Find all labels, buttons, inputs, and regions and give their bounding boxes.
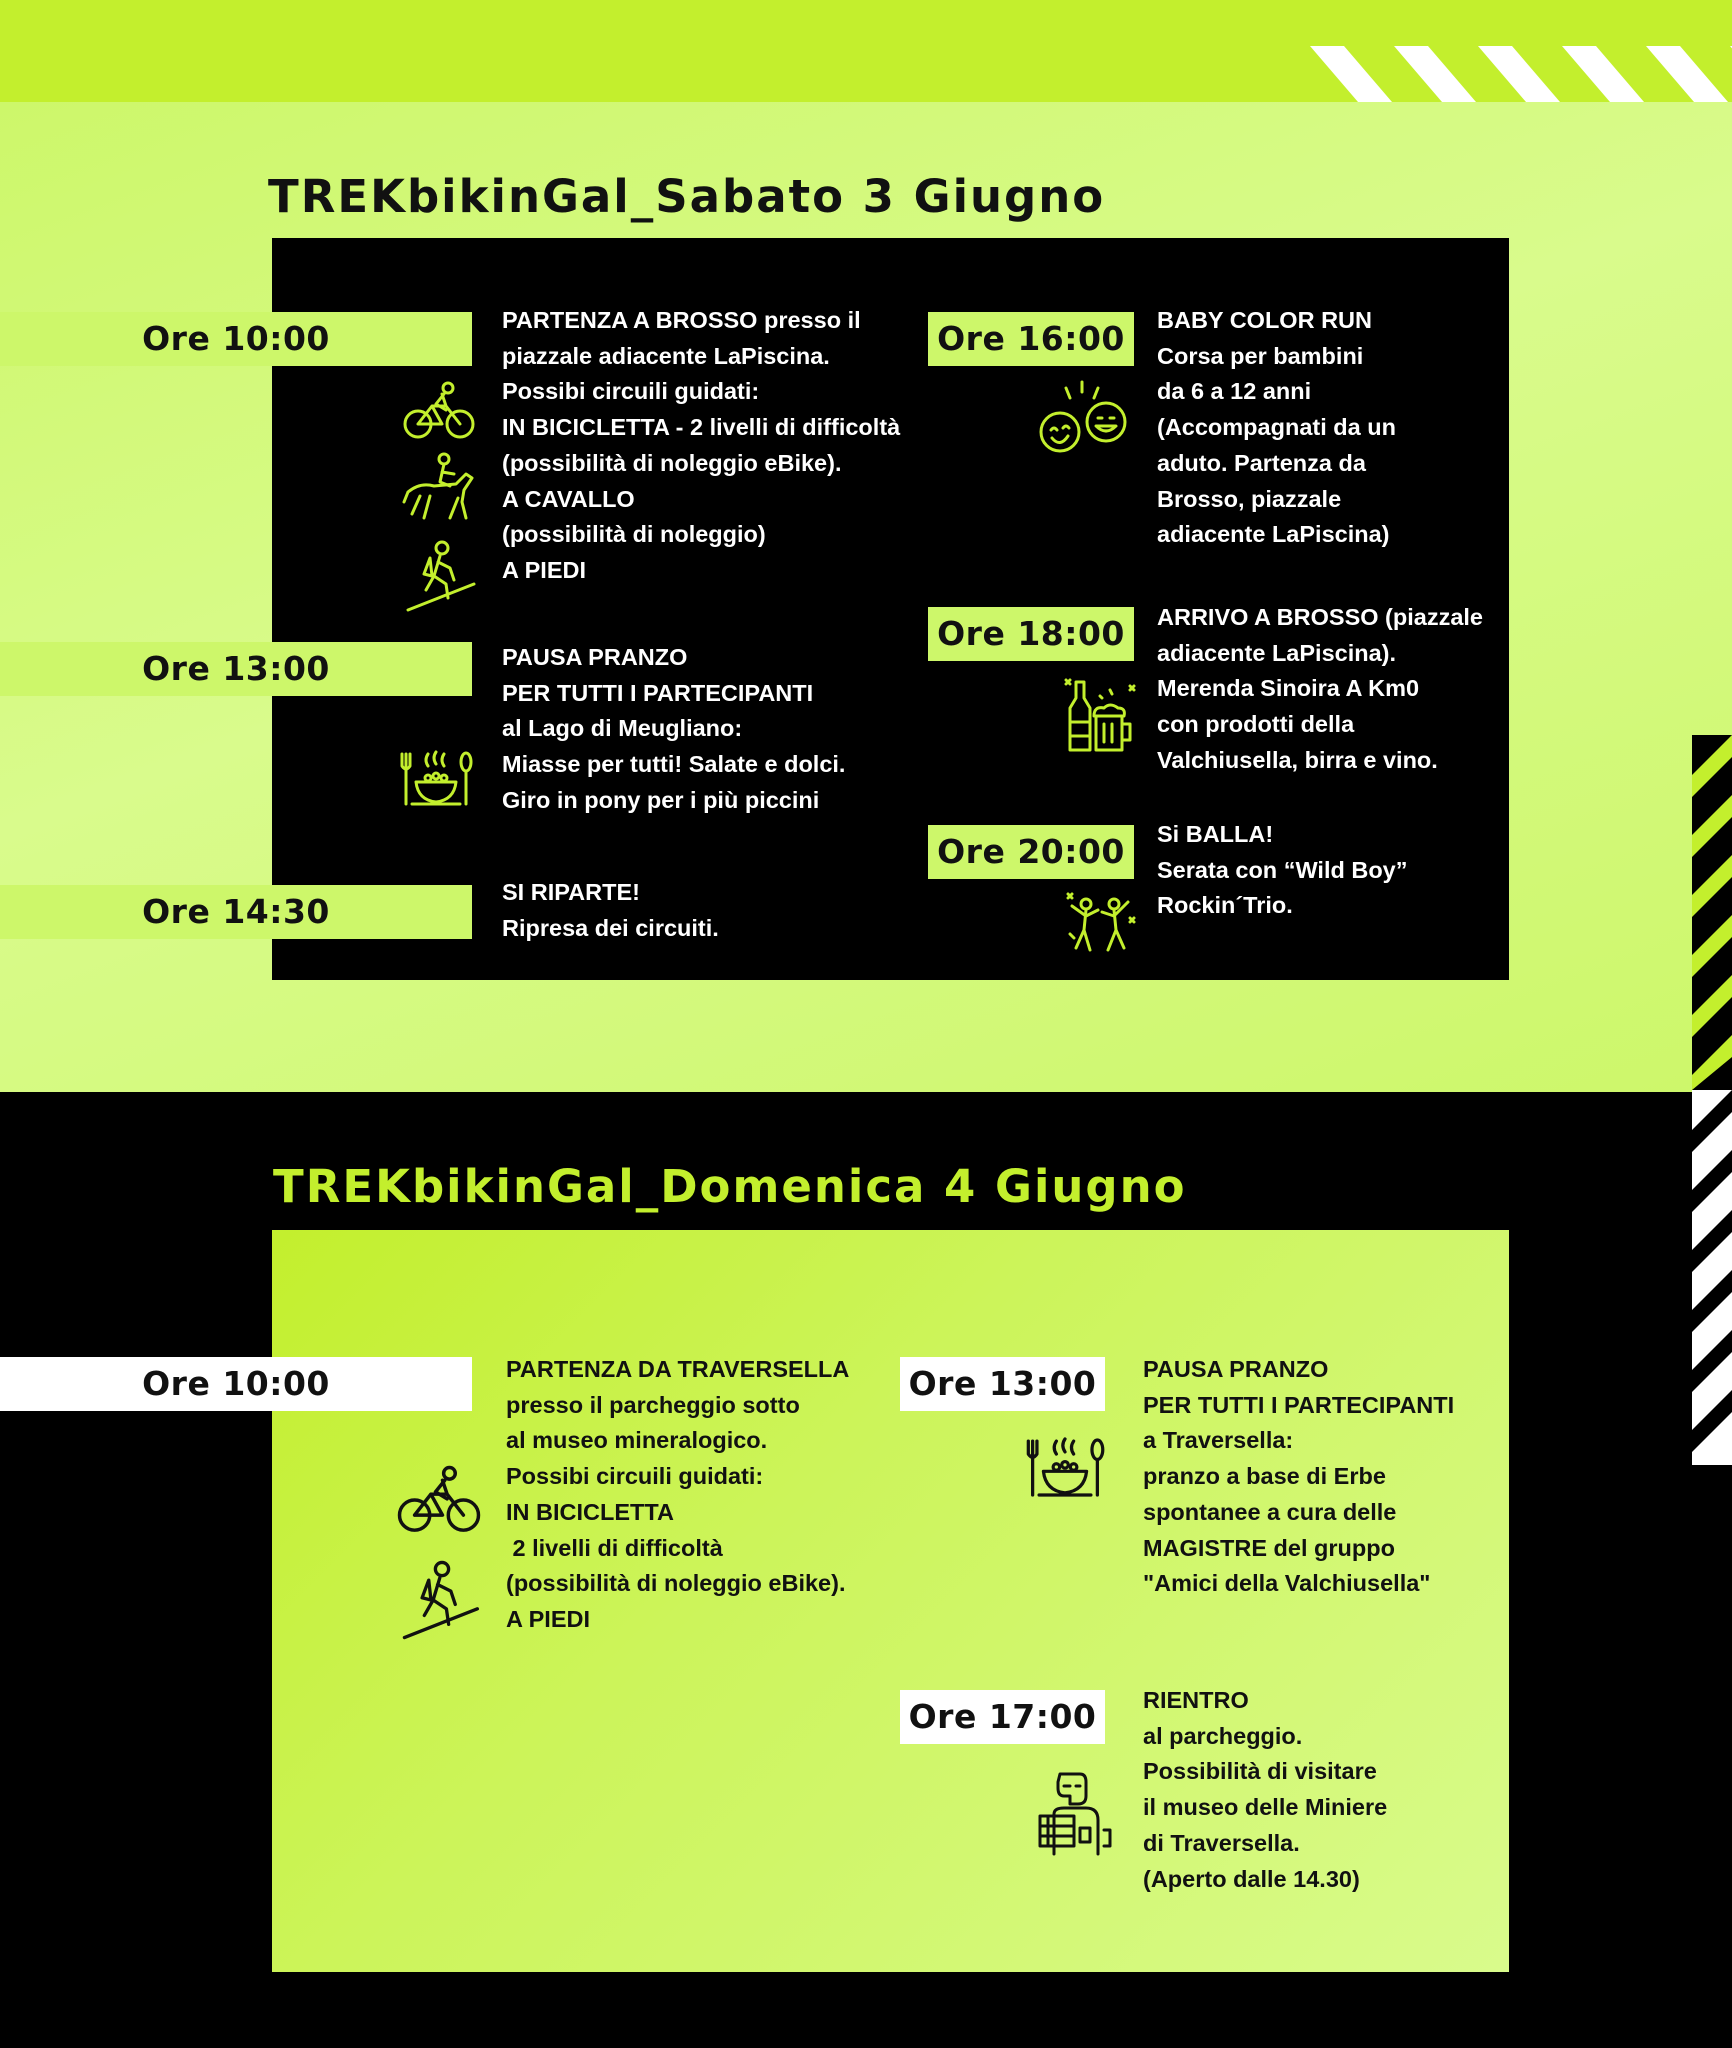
event-line: PARTENZA A BROSSO presso il	[502, 307, 861, 333]
event-line: Si BALLA!	[1157, 821, 1274, 847]
day2-event-1000-text	[506, 1352, 849, 1638]
event-line: Miasse per tutti! Salate e dolci.	[502, 751, 846, 778]
day1-event-2000-text	[1157, 817, 1408, 924]
event-line: al Lago di Meugliano:	[502, 715, 743, 742]
dancers-icon	[1066, 890, 1136, 960]
day1-event-1430-text	[502, 875, 719, 946]
event-line: presso il parcheggio sotto	[506, 1391, 800, 1418]
drinks-icon	[1064, 676, 1138, 756]
day1-event-1300-text	[502, 640, 845, 819]
event-line: MAGISTRE del gruppo	[1143, 1534, 1395, 1561]
hiker-icon	[404, 540, 480, 612]
event-line: a Traversella:	[1143, 1427, 1294, 1454]
museo-visitor-icon	[1034, 1770, 1114, 1856]
event-line: Rockin´Trio.	[1157, 892, 1293, 919]
event-line: SI RIPARTE!	[502, 879, 640, 905]
event-line: Ripresa dei circuiti.	[502, 914, 719, 941]
event-line: aduto. Partenza da	[1157, 449, 1366, 476]
event-line: ARRIVO A BROSSO (piazzale	[1157, 604, 1484, 630]
event-line: al museo mineralogico.	[506, 1427, 768, 1454]
event-line: Serata con “Wild Boy”	[1157, 856, 1408, 883]
event-line: Possibilità di visitare	[1143, 1758, 1377, 1785]
bicycle-icon	[402, 380, 476, 442]
day2-time-1000: Ore 10:00	[0, 1357, 472, 1411]
day2-time-1300: Ore 13:00	[900, 1357, 1105, 1411]
event-line: IN BICICLETTA - 2 livelli di difficoltà	[502, 414, 901, 441]
event-line: A PIEDI	[506, 1605, 591, 1632]
meal-icon	[398, 746, 474, 810]
day1-time-1430: Ore 14:30	[0, 885, 472, 939]
event-line: Possibi circuili guidati:	[506, 1463, 764, 1490]
decorative-stripes-side	[1692, 735, 1732, 1490]
day1-time-1000: Ore 10:00	[0, 312, 472, 366]
event-line: da 6 a 12 anni	[1157, 378, 1312, 405]
event-line: A CAVALLO	[502, 485, 635, 512]
event-line: BABY COLOR RUN	[1157, 307, 1372, 333]
event-line: (Aperto dalle 14.30)	[1143, 1865, 1360, 1892]
decorative-stripes-top	[1310, 46, 1732, 102]
day1-time-1600: Ore 16:00	[928, 312, 1134, 366]
meal-icon	[1024, 1432, 1106, 1502]
event-line: PAUSA PRANZO	[502, 644, 688, 670]
event-line: PAUSA PRANZO	[1143, 1356, 1329, 1382]
event-line: PER TUTTI I PARTECIPANTI	[1143, 1391, 1455, 1418]
event-line: Brosso, piazzale	[1157, 485, 1342, 512]
day1-time-1300: Ore 13:00	[0, 642, 472, 696]
day1-event-1600-text	[1157, 303, 1396, 553]
event-line: il museo delle Miniere	[1143, 1794, 1388, 1821]
event-line: Possibi circuili guidati:	[502, 378, 760, 405]
event-line: al parcheggio.	[1143, 1722, 1303, 1749]
day1-title: TREKbikinGal_Sabato 3 Giugno	[268, 170, 1106, 223]
hiker-icon	[400, 1560, 484, 1640]
day1-event-1000-text	[502, 303, 900, 589]
event-line: Merenda Sinoira A Km0	[1157, 675, 1420, 702]
event-line: con prodotti della	[1157, 711, 1355, 738]
event-line: (possibilità di noleggio)	[502, 521, 766, 548]
event-line: "Amici della Valchiusella"	[1143, 1570, 1431, 1597]
event-line: pranzo a base di Erbe	[1143, 1463, 1386, 1490]
event-line: (possibilità di noleggio eBike).	[502, 449, 842, 476]
event-line: adiacente LaPiscina)	[1157, 521, 1390, 548]
event-line: 2 livelli di difficoltà	[506, 1534, 723, 1561]
event-line: adiacente LaPiscina).	[1157, 639, 1397, 666]
bicycle-icon	[396, 1464, 482, 1536]
event-line: Giro in pony per i più piccini	[502, 786, 820, 813]
event-line: Corsa per bambini	[1157, 342, 1364, 369]
event-line: (possibilità di noleggio eBike).	[506, 1570, 846, 1597]
day2-time-1700: Ore 17:00	[900, 1690, 1105, 1744]
day1-event-1800-text	[1157, 600, 1483, 779]
day2-event-1300-text	[1143, 1352, 1454, 1602]
event-line: PER TUTTI I PARTECIPANTI	[502, 679, 814, 706]
day1-time-1800: Ore 18:00	[928, 607, 1134, 661]
event-line: Valchiusella, birra e vino.	[1157, 746, 1438, 773]
event-line: (Accompagnati da un	[1157, 414, 1396, 441]
day2-event-1700-text	[1143, 1683, 1387, 1897]
day1-time-2000: Ore 20:00	[928, 825, 1134, 879]
event-line: piazzale adiacente LaPiscina.	[502, 342, 830, 369]
day2-title: TREKbikinGal_Domenica 4 Giugno	[273, 1160, 1187, 1213]
event-line: di Traversella.	[1143, 1829, 1300, 1856]
horse-rider-icon	[400, 452, 476, 522]
event-line: A PIEDI	[502, 556, 587, 583]
event-line: spontanee a cura delle	[1143, 1498, 1397, 1525]
event-line: IN BICICLETTA	[506, 1498, 674, 1525]
smiley-faces-icon	[1036, 378, 1132, 458]
event-line: PARTENZA DA TRAVERSELLA	[506, 1356, 850, 1382]
event-line: RIENTRO	[1143, 1687, 1249, 1713]
